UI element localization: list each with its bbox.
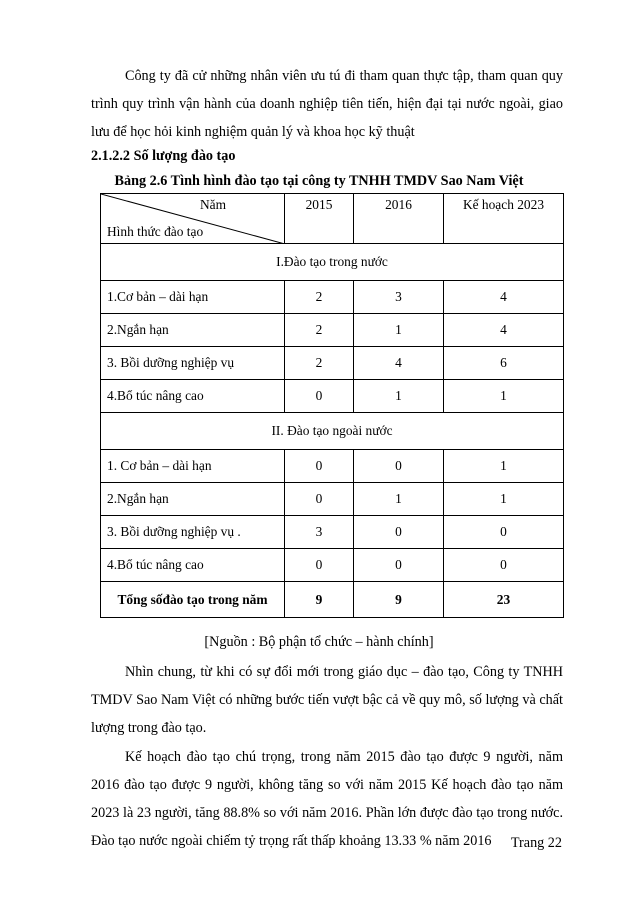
corner-label-year: Năm (199, 197, 226, 212)
row-label: 4.Bổ túc nâng cao (101, 549, 285, 582)
row-label: 3. Bồi dưỡng nghiệp vụ . (101, 516, 285, 549)
intro-text: Công ty đã cử những nhân viên ưu tú đi tham quan thực tập, tham quan quy trình quy trình vận hành của doanh nghiệp tiên tiến, hiện đại tại nước ngoài, giao lưu để học hỏi kinh nghiệm quản lý và khoa học kỹ thuật (91, 68, 563, 140)
section-label: II. Đào tạo ngoài nước (101, 413, 564, 450)
row-label: 2.Ngắn hạn (101, 483, 285, 516)
total-row (101, 582, 564, 618)
table-header-row (101, 194, 564, 244)
cell-value: 0 (285, 380, 354, 413)
column-header: Kế hoạch 2023 (444, 194, 564, 244)
section-row (101, 413, 564, 450)
cell-value: 0 (285, 483, 354, 516)
cell-value: 0 (354, 516, 444, 549)
plan-paragraph (91, 743, 563, 855)
row-label: 4.Bổ túc nâng cao (101, 380, 285, 413)
page-number: Trang 22 (510, 835, 562, 851)
table-caption: Bảng 2.6 Tình hình đào tạo tại công ty TNHH TMDV Sao Nam Việt (114, 173, 524, 189)
row-label: 1. Cơ bản – dài hạn (101, 450, 285, 483)
cell-value: 4 (444, 281, 564, 314)
intro-paragraph (91, 62, 563, 146)
column-header: 2015 (285, 194, 354, 244)
row-label: 3. Bồi dưỡng nghiệp vụ (101, 347, 285, 380)
table-row (101, 281, 564, 314)
cell-value: 4 (354, 347, 444, 380)
cell-value: 3 (354, 281, 444, 314)
total-value: 9 (354, 582, 444, 618)
cell-value: 0 (285, 450, 354, 483)
cell-value: 1 (354, 483, 444, 516)
table-row (101, 314, 564, 347)
table-row (101, 380, 564, 413)
summary-paragraph (91, 658, 563, 742)
cell-value: 2 (285, 281, 354, 314)
corner-label-type: Hình thức đào tạo (107, 224, 204, 239)
table-source: [Nguồn : Bộ phận tổ chức – hành chính] (204, 634, 434, 650)
plan-text: Kế hoạch đào tạo chú trọng, trong năm 2015 đào tạo được 9 người, năm 2016 đào tạo được 9 người, không tăng so với năm 2015 Kế hoạch đào tạo năm 2023 là 23 người, tăng 88.8% so với năm 2016. Phần lớn được đào tạo trong nước. Đào tạo nước ngoài chiếm tỷ trọng rất thấp khoảng 13.33 % năm 2016 (91, 749, 563, 849)
section-label: I.Đào tạo trong nước (101, 244, 564, 281)
cell-value: 6 (444, 347, 564, 380)
table-row (101, 347, 564, 380)
cell-value: 0 (444, 516, 564, 549)
column-header: 2016 (354, 194, 444, 244)
total-label: Tổng sốđào tạo trong năm (101, 582, 285, 618)
table-row (101, 549, 564, 582)
total-value: 23 (444, 582, 564, 618)
cell-value: 0 (354, 549, 444, 582)
cell-value: 1 (444, 380, 564, 413)
section-heading: 2.1.2.2 Số lượng đào tạo (91, 148, 236, 164)
cell-value: 1 (444, 483, 564, 516)
training-table (100, 193, 564, 618)
cell-value: 2 (285, 314, 354, 347)
cell-value: 1 (354, 380, 444, 413)
cell-value: 1 (444, 450, 564, 483)
cell-value: 2 (285, 347, 354, 380)
row-label: 2.Ngắn hạn (101, 314, 285, 347)
table-row (101, 450, 564, 483)
table-row (101, 483, 564, 516)
cell-value: 1 (354, 314, 444, 347)
diagonal-header-cell (101, 194, 285, 244)
cell-value: 0 (354, 450, 444, 483)
cell-value: 0 (444, 549, 564, 582)
section-row (101, 244, 564, 281)
summary-text: Nhìn chung, từ khi có sự đổi mới trong giáo dục – đào tạo, Công ty TNHH TMDV Sao Nam Việt có những bước tiến vượt bậc cả về quy mô, số lượng và chất lượng trong đào tạo. (91, 664, 563, 736)
total-value: 9 (285, 582, 354, 618)
cell-value: 0 (285, 549, 354, 582)
row-label: 1.Cơ bản – dài hạn (101, 281, 285, 314)
table-row (101, 516, 564, 549)
cell-value: 4 (444, 314, 564, 347)
cell-value: 3 (285, 516, 354, 549)
